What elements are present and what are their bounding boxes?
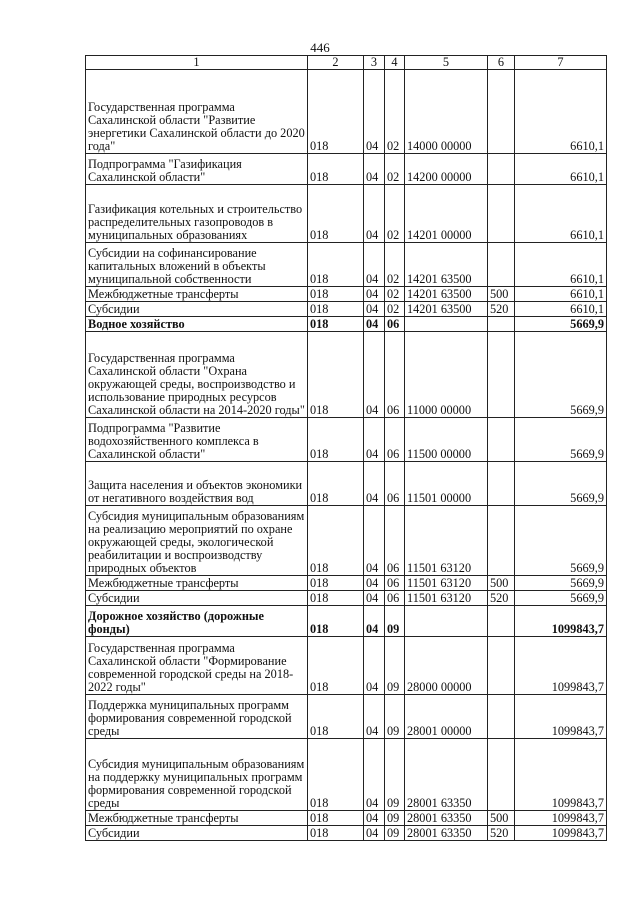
cell-admin-code: 018	[308, 826, 364, 841]
cell-section: 04	[364, 332, 385, 418]
cell-admin-code: 018	[308, 302, 364, 317]
cell-expense-type	[488, 695, 515, 739]
cell-target-article: 14200 00000	[405, 154, 488, 185]
cell-target-article: 11501 00000	[405, 462, 488, 506]
cell-expense-type: 500	[488, 287, 515, 302]
cell-name: Подпрограмма "Газификация Сахалинской области"	[86, 154, 308, 185]
cell-amount: 5669,9	[515, 591, 607, 606]
cell-section: 04	[364, 811, 385, 826]
cell-expense-type: 520	[488, 591, 515, 606]
cell-target-article: 28001 63350	[405, 826, 488, 841]
cell-admin-code: 018	[308, 287, 364, 302]
cell-amount: 6610,1	[515, 287, 607, 302]
table-row	[86, 332, 607, 418]
cell-amount: 1099843,7	[515, 637, 607, 695]
cell-amount: 6610,1	[515, 243, 607, 287]
cell-expense-type	[488, 418, 515, 462]
cell-subsection: 02	[385, 302, 405, 317]
cell-amount: 5669,9	[515, 576, 607, 591]
cell-name: Газификация котельных и строительство распределительных газопроводов в муниципальных образованиях	[86, 185, 308, 243]
cell-subsection: 02	[385, 185, 405, 243]
cell-section: 04	[364, 70, 385, 154]
cell-target-article: 14201 63500	[405, 243, 488, 287]
cell-name: Межбюджетные трансферты	[86, 576, 308, 591]
cell-amount: 1099843,7	[515, 606, 607, 637]
header-col-6: 6	[488, 56, 515, 70]
cell-name: Подпрограмма "Развитие водохозяйственного комплекса в Сахалинской области"	[86, 418, 308, 462]
cell-amount: 1099843,7	[515, 695, 607, 739]
table-row	[86, 287, 607, 302]
cell-section: 04	[364, 185, 385, 243]
table-row	[86, 418, 607, 462]
cell-target-article: 11501 63120	[405, 576, 488, 591]
cell-section: 04	[364, 154, 385, 185]
table-row	[86, 243, 607, 287]
cell-name: Субсидии	[86, 826, 308, 841]
cell-amount: 6610,1	[515, 70, 607, 154]
cell-name: Субсидия муниципальным образованиям на реализацию мероприятий по охране окружающей среды, экологической реабилитации и воспроизводству природных объектов	[86, 506, 308, 576]
cell-expense-type	[488, 154, 515, 185]
cell-expense-type: 500	[488, 576, 515, 591]
cell-section: 04	[364, 695, 385, 739]
cell-expense-type	[488, 332, 515, 418]
budget-table	[85, 55, 607, 841]
cell-target-article	[405, 317, 488, 332]
cell-subsection: 09	[385, 826, 405, 841]
cell-admin-code: 018	[308, 185, 364, 243]
cell-section: 04	[364, 317, 385, 332]
cell-expense-type	[488, 185, 515, 243]
cell-admin-code: 018	[308, 243, 364, 287]
cell-amount: 5669,9	[515, 418, 607, 462]
table-row	[86, 576, 607, 591]
table-row	[86, 154, 607, 185]
cell-section: 04	[364, 637, 385, 695]
cell-expense-type: 500	[488, 811, 515, 826]
cell-admin-code: 018	[308, 591, 364, 606]
cell-target-article: 11500 00000	[405, 418, 488, 462]
cell-subsection: 06	[385, 418, 405, 462]
cell-section: 04	[364, 739, 385, 811]
header-col-1: 1	[86, 56, 308, 70]
header-col-5: 5	[405, 56, 488, 70]
cell-amount: 5669,9	[515, 332, 607, 418]
cell-admin-code: 018	[308, 811, 364, 826]
cell-admin-code: 018	[308, 154, 364, 185]
table-row	[86, 462, 607, 506]
cell-section: 04	[364, 287, 385, 302]
cell-target-article: 14201 63500	[405, 302, 488, 317]
cell-name: Межбюджетные трансферты	[86, 287, 308, 302]
cell-expense-type: 520	[488, 302, 515, 317]
cell-name: Государственная программа Сахалинской области "Охрана окружающей среды, воспроизводство и использование природных ресурсов Сахалинской области на 2014-2020 годы"	[86, 332, 308, 418]
cell-target-article: 14000 00000	[405, 70, 488, 154]
header-row	[86, 56, 607, 70]
cell-admin-code: 018	[308, 462, 364, 506]
cell-expense-type	[488, 606, 515, 637]
cell-target-article: 14201 00000	[405, 185, 488, 243]
cell-amount: 5669,9	[515, 317, 607, 332]
cell-subsection: 02	[385, 70, 405, 154]
cell-section: 04	[364, 418, 385, 462]
cell-amount: 1099843,7	[515, 739, 607, 811]
table-row	[86, 185, 607, 243]
table-row	[86, 826, 607, 841]
cell-target-article: 11501 63120	[405, 591, 488, 606]
cell-name: Субсидии на софинансирование капитальных вложений в объекты муниципальной собственности	[86, 243, 308, 287]
cell-subsection: 02	[385, 287, 405, 302]
cell-target-article: 11501 63120	[405, 506, 488, 576]
cell-section: 04	[364, 591, 385, 606]
cell-section: 04	[364, 243, 385, 287]
header-col-7: 7	[515, 56, 607, 70]
header-col-2: 2	[308, 56, 364, 70]
cell-section: 04	[364, 826, 385, 841]
table-row	[86, 606, 607, 637]
cell-expense-type	[488, 739, 515, 811]
cell-expense-type	[488, 506, 515, 576]
cell-subsection: 09	[385, 637, 405, 695]
cell-expense-type: 520	[488, 826, 515, 841]
table-row	[86, 739, 607, 811]
cell-amount: 5669,9	[515, 462, 607, 506]
cell-expense-type	[488, 243, 515, 287]
cell-target-article: 14201 63500	[405, 287, 488, 302]
cell-amount: 1099843,7	[515, 826, 607, 841]
cell-target-article: 28000 00000	[405, 637, 488, 695]
table-row	[86, 506, 607, 576]
cell-amount: 1099843,7	[515, 811, 607, 826]
cell-admin-code: 018	[308, 317, 364, 332]
cell-subsection: 09	[385, 695, 405, 739]
cell-section: 04	[364, 576, 385, 591]
cell-target-article	[405, 606, 488, 637]
cell-admin-code: 018	[308, 576, 364, 591]
cell-amount: 5669,9	[515, 506, 607, 576]
cell-amount: 6610,1	[515, 154, 607, 185]
cell-subsection: 06	[385, 332, 405, 418]
header-col-3: 3	[364, 56, 385, 70]
cell-section: 04	[364, 302, 385, 317]
table-row	[86, 70, 607, 154]
cell-name: Поддержка муниципальных программ формирования современной городской среды	[86, 695, 308, 739]
cell-admin-code: 018	[308, 637, 364, 695]
cell-expense-type	[488, 637, 515, 695]
cell-name: Субсидии	[86, 302, 308, 317]
cell-admin-code: 018	[308, 70, 364, 154]
cell-name: Межбюджетные трансферты	[86, 811, 308, 826]
table-row	[86, 317, 607, 332]
cell-admin-code: 018	[308, 606, 364, 637]
cell-name: Водное хозяйство	[86, 317, 308, 332]
cell-name: Государственная программа Сахалинской области "Формирование современной городской среды на 2018-2022 годы"	[86, 637, 308, 695]
cell-name: Субсидия муниципальным образованиям на поддержку муниципальных программ формирования современной городской среды	[86, 739, 308, 811]
cell-target-article: 11000 00000	[405, 332, 488, 418]
cell-admin-code: 018	[308, 418, 364, 462]
cell-section: 04	[364, 506, 385, 576]
cell-subsection: 06	[385, 317, 405, 332]
cell-target-article: 28001 63350	[405, 739, 488, 811]
table-body	[86, 70, 607, 841]
cell-section: 04	[364, 462, 385, 506]
cell-name: Защита населения и объектов экономики от негативного воздействия вод	[86, 462, 308, 506]
cell-subsection: 09	[385, 739, 405, 811]
cell-admin-code: 018	[308, 739, 364, 811]
cell-target-article: 28001 63350	[405, 811, 488, 826]
header-col-4: 4	[385, 56, 405, 70]
cell-subsection: 06	[385, 591, 405, 606]
cell-admin-code: 018	[308, 506, 364, 576]
cell-name: Субсидии	[86, 591, 308, 606]
table-row	[86, 695, 607, 739]
cell-amount: 6610,1	[515, 185, 607, 243]
cell-section: 04	[364, 606, 385, 637]
cell-subsection: 06	[385, 462, 405, 506]
cell-admin-code: 018	[308, 695, 364, 739]
cell-amount: 6610,1	[515, 302, 607, 317]
cell-subsection: 06	[385, 506, 405, 576]
table-row	[86, 591, 607, 606]
cell-expense-type	[488, 317, 515, 332]
table-row	[86, 302, 607, 317]
table-row	[86, 811, 607, 826]
cell-expense-type	[488, 70, 515, 154]
cell-name: Государственная программа Сахалинской области "Развитие энергетики Сахалинской области до 2020 года"	[86, 70, 308, 154]
cell-target-article: 28001 00000	[405, 695, 488, 739]
cell-expense-type	[488, 462, 515, 506]
page-number: 446	[310, 40, 330, 55]
cell-subsection: 09	[385, 811, 405, 826]
cell-name: Дорожное хозяйство (дорожные фонды)	[86, 606, 308, 637]
table-row	[86, 637, 607, 695]
cell-subsection: 06	[385, 576, 405, 591]
cell-subsection: 09	[385, 606, 405, 637]
cell-subsection: 02	[385, 154, 405, 185]
cell-admin-code: 018	[308, 332, 364, 418]
cell-subsection: 02	[385, 243, 405, 287]
